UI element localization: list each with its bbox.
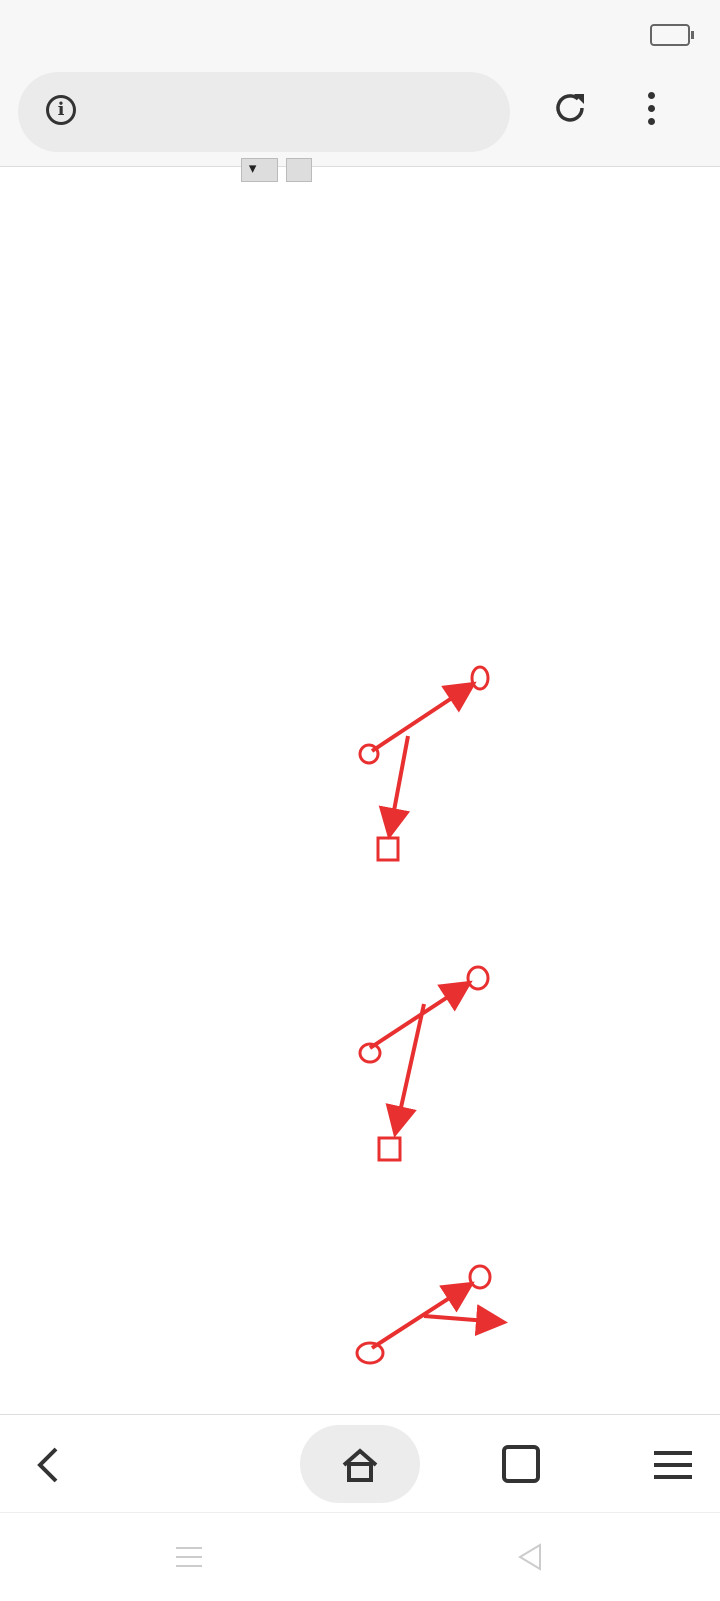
- home-icon: [340, 1445, 380, 1485]
- caption-overlay: [0, 1408, 720, 1414]
- browser-toolbar: [0, 62, 720, 167]
- hamburger-menu-icon[interactable]: [654, 1451, 692, 1479]
- circle-mark: [470, 1266, 490, 1288]
- back-icon[interactable]: [36, 1445, 60, 1485]
- system-nav-bar: [0, 1512, 720, 1601]
- box-mark: [378, 838, 398, 860]
- overflow-menu-icon[interactable]: [648, 92, 656, 126]
- box-mark: [379, 1138, 400, 1160]
- system-back-icon[interactable]: [516, 1543, 544, 1571]
- home-button[interactable]: [300, 1425, 420, 1503]
- arrow: [372, 686, 470, 751]
- tao-phoi-cau-button[interactable]: [286, 158, 312, 182]
- circle-mark: [472, 667, 488, 689]
- info-icon[interactable]: i: [46, 95, 76, 125]
- arrow: [424, 1316, 500, 1322]
- circle-mark: [468, 967, 488, 989]
- arrow: [372, 1286, 468, 1348]
- browser-bottom-nav: [0, 1414, 720, 1513]
- battery-icon: [650, 24, 690, 46]
- arrow: [390, 736, 408, 832]
- arrow: [370, 985, 466, 1048]
- circle-mark: [360, 745, 378, 763]
- table-controls: [234, 158, 312, 182]
- circle-mark: [357, 1343, 383, 1363]
- arrow: [396, 1004, 424, 1130]
- circle-mark: [360, 1044, 380, 1062]
- so-bang-select[interactable]: ▾: [241, 158, 278, 182]
- recent-apps-icon[interactable]: [174, 1545, 204, 1569]
- tabs-icon[interactable]: [500, 1443, 542, 1485]
- address-bar[interactable]: [18, 72, 510, 152]
- reload-icon[interactable]: [552, 90, 588, 126]
